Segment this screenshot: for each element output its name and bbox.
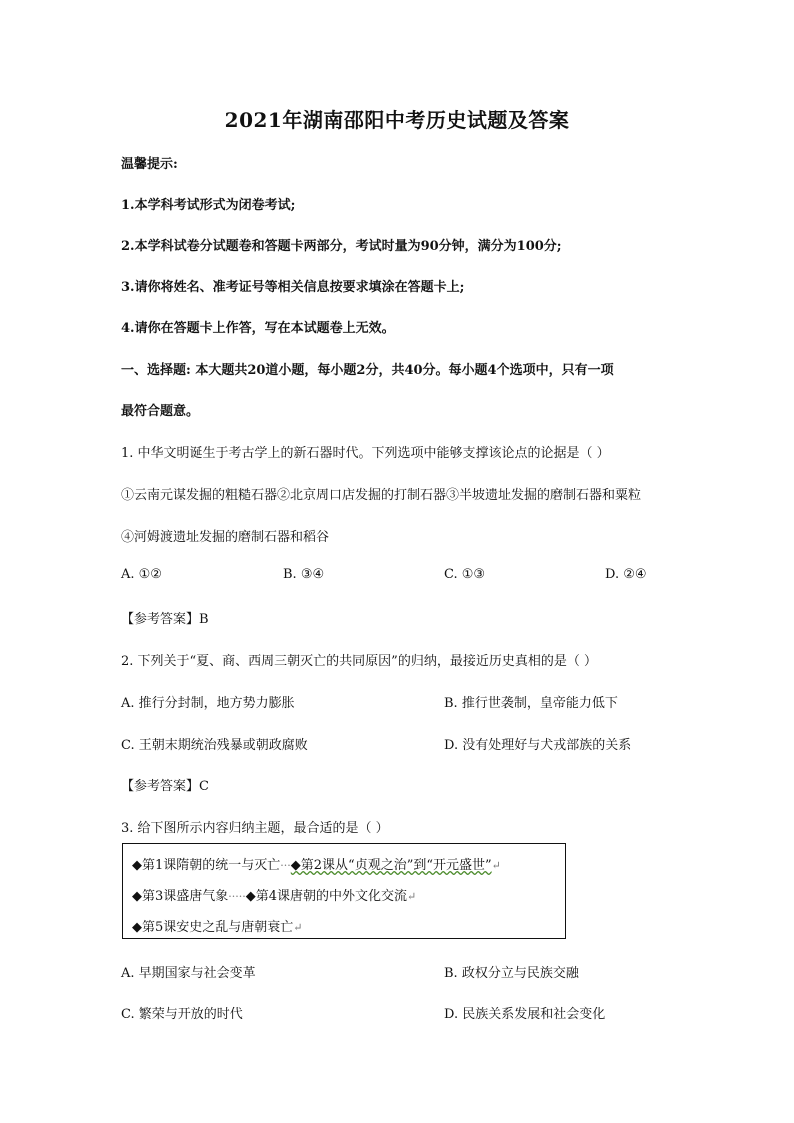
answer-line: 【参考答案】B [121, 612, 209, 627]
tip-item: 1.本学科考试形式为闭卷考试; [121, 198, 296, 213]
option-b: B. ③④ [283, 567, 325, 582]
lesson-2: ◆第2课从“贞观之治”到“开元盛世” [290, 858, 492, 873]
lesson-4: ◆第4课唐朝的中外文化交流 [245, 889, 408, 904]
lesson-row [132, 854, 501, 873]
section-heading-cont: 最符合题意。 [121, 404, 200, 419]
tip-item: 4.请你在答题卡上作答，写在本试题卷上无效。 [121, 321, 395, 336]
answer-line: 【参考答案】C [121, 779, 209, 794]
lesson-5: ◆第5课安史之乱与唐朝衰亡 [132, 920, 294, 935]
question-stem: 3. 给下图所示内容归纳主题，最合适的是（ ） [121, 821, 389, 836]
lesson-3: ◆第3课盛唐气象 [132, 889, 229, 904]
return-mark: ↵ [293, 921, 303, 934]
question-text: ④河姆渡遗址发掘的磨制石器和稻谷 [121, 530, 330, 545]
option-a: A. ①② [121, 567, 162, 582]
question-stem: 2. 下列关于“夏、商、西周三朝灭亡的共同原因”的归纳，最接近历史真相的是（ ） [121, 654, 597, 669]
tips-heading: 温馨提示: [121, 157, 178, 172]
question-text: ①云南元谋发掘的粗糙石器②北京周口店发掘的打制石器③半坡遗址发掘的磨制石器和粟粒 [121, 488, 642, 503]
lesson-list-box [122, 843, 566, 939]
return-mark: ↵ [407, 890, 417, 903]
question-stem: 1. 中华文明诞生于考古学上的新石器时代。下列选项中能够支撑该论点的论据是（ ） [121, 446, 610, 461]
dot-leader: ··· [280, 859, 291, 872]
section-heading: 一、选择题: 本大题共20道小题，每小题2分，共40分。每小题4个选项中，只有一项 [121, 363, 614, 378]
tip-item: 2.本学科试卷分试题卷和答题卡两部分，考试时量为90分钟，满分为100分; [121, 239, 562, 254]
option-a: A. 早期国家与社会变革 [121, 966, 256, 981]
option-a: A. 推行分封制，地方势力膨胀 [121, 696, 295, 711]
option-b: B. 推行世袭制，皇帝能力低下 [444, 696, 618, 711]
option-c: C. ①③ [444, 567, 486, 582]
option-d: D. 没有处理好与犬戎部族的关系 [444, 738, 632, 753]
lesson-row [132, 916, 303, 935]
tip-item: 3.请你将姓名、准考证号等相关信息按要求填涂在答题卡上; [121, 280, 465, 295]
lesson-1: ◆第1课隋朝的统一与灭亡 [132, 858, 281, 873]
option-d: D. 民族关系发展和社会变化 [444, 1007, 606, 1022]
return-mark: ↵ [491, 859, 501, 872]
option-d: D. ②④ [605, 567, 647, 582]
lesson-row [132, 885, 416, 904]
option-c: C. 繁荣与开放的时代 [121, 1007, 243, 1022]
option-b: B. 政权分立与民族交融 [444, 966, 579, 981]
page-title: 2021年湖南邵阳中考历史试题及答案 [224, 108, 570, 132]
dot-leader: ····· [228, 890, 246, 903]
option-c: C. 王朝末期统治残暴或朝政腐败 [121, 738, 308, 753]
